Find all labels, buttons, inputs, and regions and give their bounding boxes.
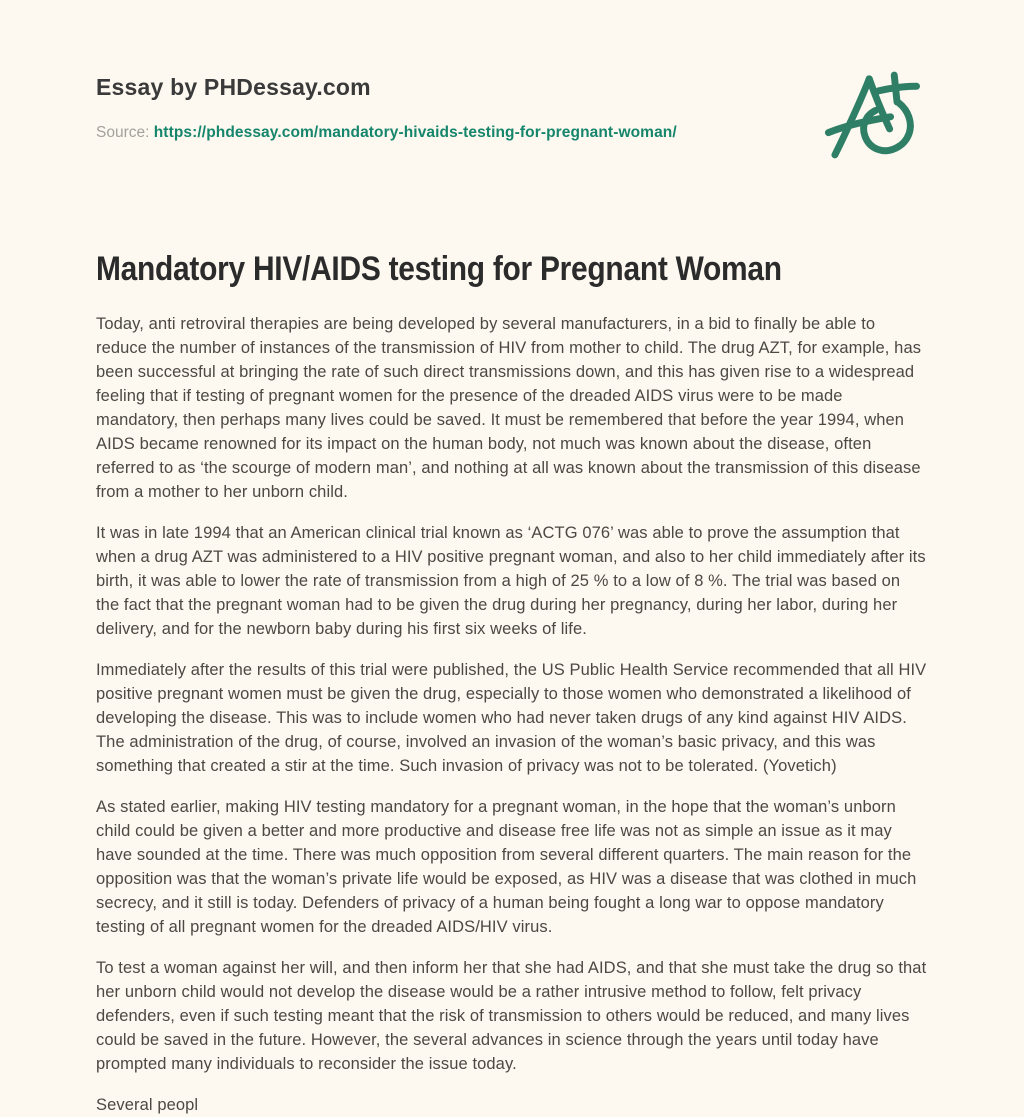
essay-body <box>96 312 928 1117</box>
source-label: Source: <box>96 124 150 141</box>
essay-paragraph: Immediately after the results of this trial were published, the US Public Health Service recommended that all HIV positive pregnant women must be given the drug, especially to those women who demonstrated a likelihood of developing the disease. This was to include women who had never taken drugs of any kind against HIV AIDS. The administration of the drug, of course, involved an invasion of the woman’s basic privacy, and this was something that created a stir at the time. Such invasion of privacy was not to be tolerated. (Yovetich) <box>96 661 927 775</box>
essay-paragraph: To test a woman against her will, and then inform her that she had AIDS, and that she must take the drug so that her unborn child would not develop the disease would be a rather intrusive method to follow, felt privacy defenders, even if such testing meant that the risk of transmission to others would be reduced, and many lives could be saved in the future. However, the several advances in science through the years until today have prompted many individuals to reconsider the issue today. <box>96 959 927 1073</box>
header-text-block <box>96 68 677 142</box>
essay-paragraph: Today, anti retroviral therapies are being developed by several manufacturers, in a bid to finally be able to reduce the number of instances of the transmission of HIV from mother to child. The drug AZT, for example, has been successful at bringing the rate of such direct transmissions down, and this has given rise to a widespread feeling that if testing of pregnant women for the presence of the dreaded AIDS virus were to be made mandatory, then perhaps many lives could be saved. It must be remembered that before the year 1994, when AIDS became renowned for its impact on the human body, not much was known about the disease, often referred to as ‘the scourge of modern man’, and nothing at all was known about the transmission of this disease from a mother to her unborn child. <box>96 315 922 501</box>
essay-paragraph: It was in late 1994 that an American clinical trial known as ‘ACTG 076’ was able to prove the assumption that when a drug AZT was administered to a HIV positive pregnant woman, and also to her child immediately after its birth, it was able to lower the rate of transmission from a high of 25 % to a low of 8 %. The trial was based on the fact that the pregnant woman had to be given the drug during her pregnancy, during her labor, during her delivery, and for the newborn baby during his first six weeks of life. <box>96 524 926 638</box>
page-header <box>96 68 928 166</box>
phdessay-a-plus-logo-icon <box>816 64 928 166</box>
source-url-link[interactable]: https://phdessay.com/mandatory-hivaids-testing-for-pregnant-woman/ <box>153 124 677 141</box>
source-line <box>96 124 677 142</box>
essay-paragraph: As stated earlier, making HIV testing mandatory for a pregnant woman, in the hope that the woman’s unborn child could be given a better and more productive and disease free life was not as simple an issue as it may have sounded at the time. There was much opposition from several different quarters. The main reason for the opposition was that the woman’s private life would be exposed, as HIV was a disease that was clothed in much secrecy, and it still is today. Defenders of privacy of a human being fought a long war to oppose mandatory testing of all pregnant women for the dreaded AIDS/HIV virus. <box>96 798 917 936</box>
byline-heading: Essay by PHDessay.com <box>96 74 371 100</box>
essay-title: Mandatory HIV/AIDS testing for Pregnant Woman <box>96 250 782 288</box>
essay-paragraph: Several peopl <box>96 1096 199 1114</box>
